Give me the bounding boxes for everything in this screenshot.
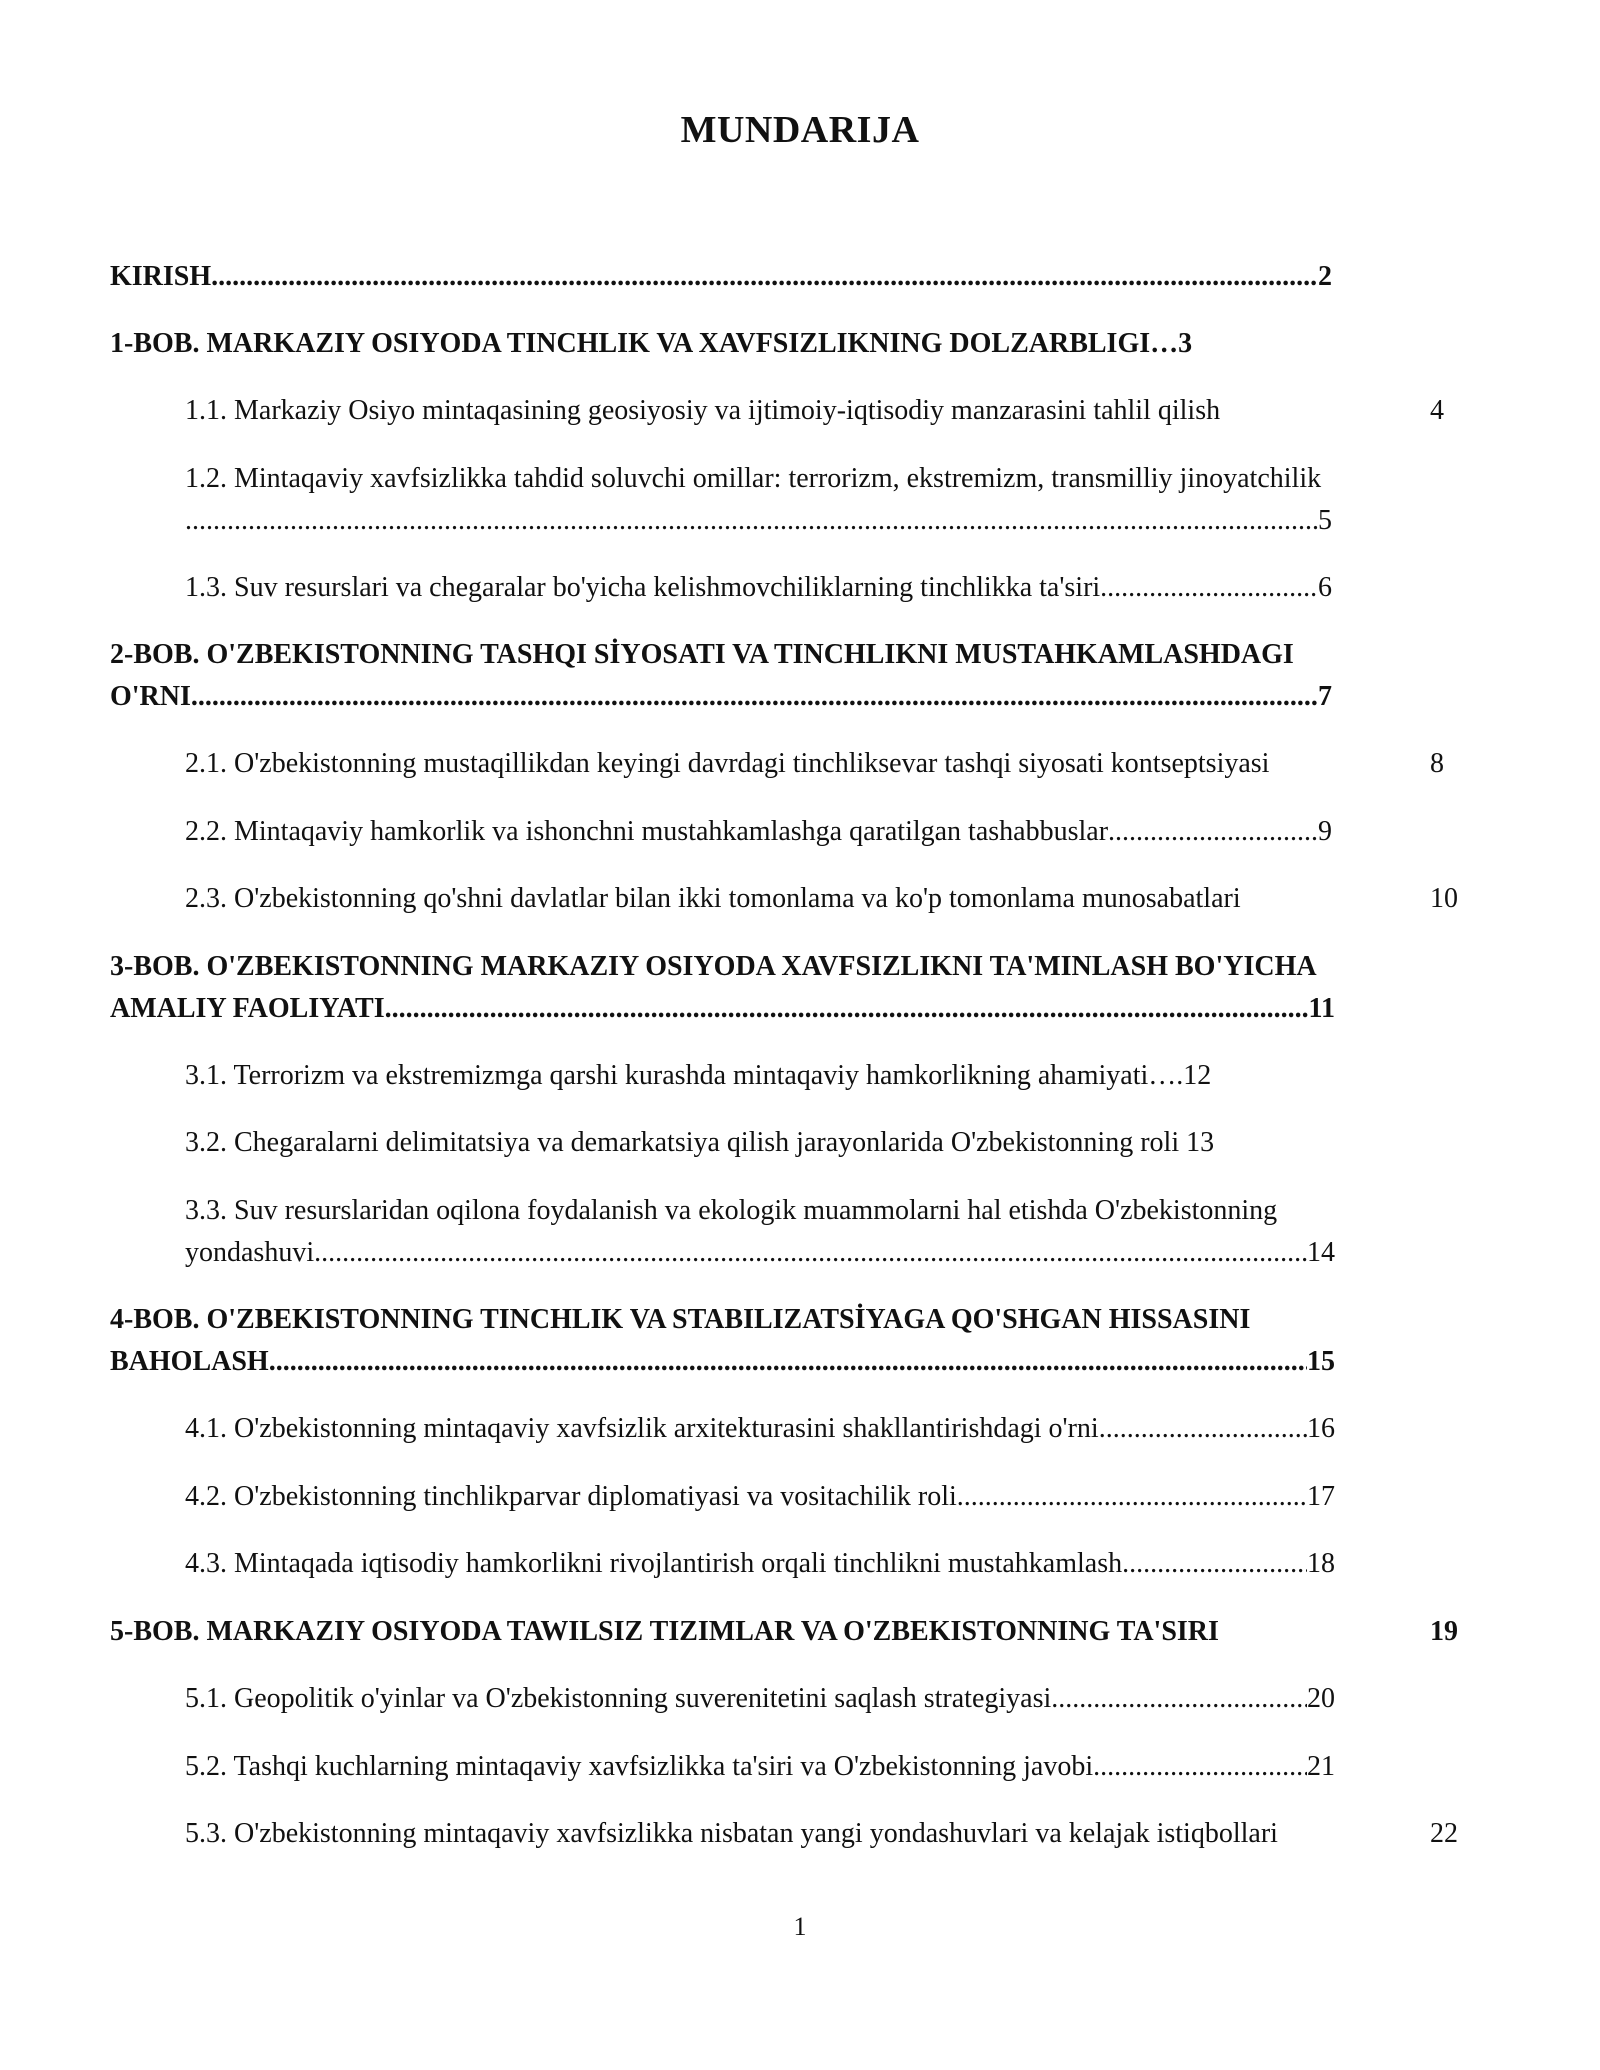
leader-dots xyxy=(269,1341,1307,1383)
toc-entry-text-line1: 3-BOB. O'ZBEKISTONNING MARKAZIY OSIYODA XAVFSIZLIKNI TA'MINLASH BO'YICHA xyxy=(110,951,1317,982)
page-number: 1 xyxy=(793,1912,807,1941)
toc-entry-text: 5-BOB. MARKAZIY OSIYODA TAWILSIZ TIZIMLAR VA O'ZBEKISTONNING TA'SIRI xyxy=(110,1616,1219,1647)
toc-page-number: 6 xyxy=(1318,572,1332,603)
toc-page-number: 7 xyxy=(1318,681,1332,712)
toc-page-number: 5 xyxy=(1318,505,1332,536)
toc-entry-text-line2: yondashuvi xyxy=(185,1237,315,1268)
toc-page-number: 21 xyxy=(1307,1751,1335,1782)
toc-entry-text-line2: BAHOLASH xyxy=(110,1346,269,1377)
toc-entry-text: 2.2. Mintaqaviy hamkorlik va ishonchni mustahkamlashga qaratilgan tashabbuslar xyxy=(185,816,1109,847)
leader-dots xyxy=(314,1232,1307,1274)
toc-entry-text-line1: 3.3. Suv resurslaridan oqilona foydalanish va ekologik muammolarni hal etishda O'zbekistonning xyxy=(185,1195,1278,1226)
leader-dots xyxy=(1099,1408,1307,1450)
toc-entry-chapter-3[interactable] xyxy=(110,946,1412,1024)
toc-entry-5-3[interactable] xyxy=(185,1813,1458,1855)
toc-entry-text: 2.1. O'zbekistonning mustaqillikdan keyingi davrdagi tinchliksevar tashqi siyosati kontseptsiyasi xyxy=(185,748,1270,779)
toc-entry-text: 5.2. Tashqi kuchlarning mintaqaviy xavfsizlikka ta'siri va O'zbekistonning javobi xyxy=(185,1751,1094,1782)
toc-page-number: 4 xyxy=(1430,395,1444,426)
toc-page-number: 19 xyxy=(1430,1616,1458,1647)
toc-entry-text-line1: 2-BOB. O'ZBEKISTONNING TASHQI SİYOSATI VA TINCHLIKNI MUSTAHKAMLASHDAGI xyxy=(110,639,1294,670)
toc-page-number: 13 xyxy=(1186,1127,1215,1158)
toc-entry-2-1[interactable] xyxy=(185,743,1445,785)
toc-page-number: 15 xyxy=(1307,1346,1335,1377)
toc-entry-text: 5.3. O'zbekistonning mintaqaviy xavfsizlikka nisbatan yangi yondashuvlari va kelajak istiqbollari xyxy=(185,1818,1278,1849)
toc-entry-text: 3.1. Terrorizm va ekstremizmga qarshi kurashda mintaqaviy hamkorlikning ahamiyati…. xyxy=(185,1060,1184,1091)
leader-dots xyxy=(185,500,1318,542)
toc-page-number: 20 xyxy=(1307,1683,1335,1714)
toc-entry-text: 4.1. O'zbekistonning mintaqaviy xavfsizlik arxitekturasini shakllantirishdagi o'rni xyxy=(185,1413,1099,1444)
toc-page-number: 12 xyxy=(1183,1060,1212,1091)
toc-entry-chapter-2[interactable] xyxy=(110,634,1332,712)
toc-page-number: 8 xyxy=(1430,748,1444,779)
toc-entry-1-2[interactable] xyxy=(185,458,1335,536)
toc-entry-text: 1.2. Mintaqaviy xavfsizlikka tahdid soluvchi omillar: terrorizm, ekstremizm, transmilliy jinoyatchilik xyxy=(185,463,1322,494)
toc-entry-text: 5.1. Geopolitik o'yinlar va O'zbekistonning suverenitetini saqlash strategiyasi xyxy=(185,1683,1052,1714)
toc-entry-text: KIRISH xyxy=(110,261,212,292)
toc-page-number: 11 xyxy=(1308,993,1335,1024)
toc-entry-text-line2: AMALIY FAOLIYATI xyxy=(110,993,385,1024)
toc-entry-3-1[interactable] xyxy=(185,1055,1335,1097)
toc-entry-text: 1-BOB. MARKAZIY OSIYODA TINCHLIK VA XAVFSIZLIKNING DOLZARBLIGI…3 xyxy=(110,328,1193,359)
toc-entry-text: 1.1. Markaziy Osiyo mintaqasining geosiyosiy va ijtimoiy-iqtisodiy manzarasini tahlil qilish xyxy=(185,395,1221,426)
leader-dots xyxy=(957,1476,1307,1518)
toc-page-number: 2 xyxy=(1318,261,1332,292)
leader-dots xyxy=(1093,1746,1307,1788)
toc-entry-text: 3.2. Chegaralarni delimitatsiya va demarkatsiya qilish jarayonlarida O'zbekistonning roli xyxy=(185,1127,1180,1158)
toc-entry-chapter-1[interactable] xyxy=(110,323,1192,365)
toc-entry-1-1[interactable] xyxy=(185,390,1445,432)
leader-dots xyxy=(1051,1678,1307,1720)
toc-entry-text-line1: 4-BOB. O'ZBEKISTONNING TINCHLIK VA STABILIZATSİYAGA QO'SHGAN HISSASINI xyxy=(110,1304,1251,1335)
leader-dots xyxy=(191,676,1318,718)
toc-page-number: 17 xyxy=(1307,1481,1335,1512)
toc-entry-text: 2.3. O'zbekistonning qo'shni davlatlar bilan ikki tomonlama va ko'p tomonlama munosabatlari xyxy=(185,883,1241,914)
toc-entry-chapter-4[interactable] xyxy=(110,1299,1410,1377)
toc-page-number: 9 xyxy=(1318,816,1332,847)
toc-page-number: 16 xyxy=(1307,1413,1335,1444)
toc-page-number: 18 xyxy=(1307,1548,1335,1579)
leader-dots xyxy=(385,988,1309,1030)
toc-entry-3-3[interactable] xyxy=(185,1190,1335,1268)
page-title: MUNDARIJA xyxy=(680,109,920,151)
leader-dots xyxy=(211,256,1318,298)
leader-dots xyxy=(1100,567,1318,609)
toc-entry-text: 1.3. Suv resurslari va chegaralar bo'yicha kelishmovchiliklarning tinchlikka ta'siri xyxy=(185,572,1101,603)
toc-entry-2-3[interactable] xyxy=(185,878,1458,920)
toc-entry-text-line2: O'RNI xyxy=(110,681,191,712)
toc-page-number: 22 xyxy=(1430,1818,1458,1849)
leader-dots xyxy=(1122,1543,1307,1585)
leader-dots xyxy=(1108,811,1318,853)
toc-page-number: 14 xyxy=(1307,1237,1335,1268)
toc-entry-chapter-5[interactable] xyxy=(110,1611,1460,1653)
toc-entry-3-2[interactable] xyxy=(185,1122,1335,1164)
toc-page-number: 10 xyxy=(1430,883,1458,914)
toc-entry-text: 4.3. Mintaqada iqtisodiy hamkorlikni rivojlantirish orqali tinchlikni mustahkamlash xyxy=(185,1548,1123,1579)
toc-entry-text: 4.2. O'zbekistonning tinchlikparvar diplomatiyasi va vositachilik roli xyxy=(185,1481,957,1512)
